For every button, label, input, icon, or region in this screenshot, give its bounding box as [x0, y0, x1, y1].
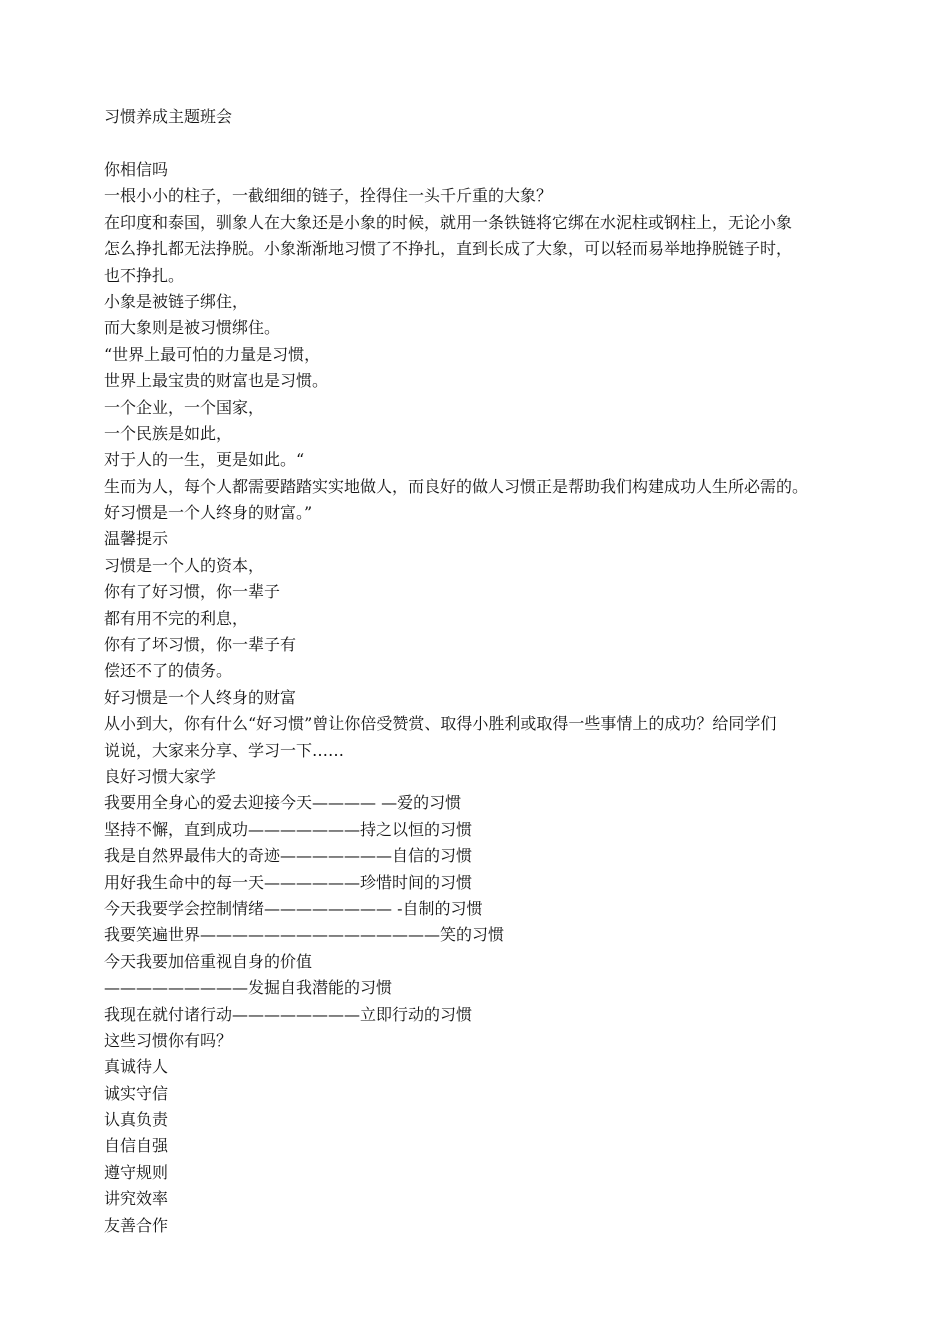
text-line: 讲究效率 — [104, 1189, 169, 1209]
text-line: 遵守规则 — [104, 1162, 169, 1182]
text-line: 世界上最宝贵的财富也是习惯。 — [104, 371, 329, 391]
text-line: 也不挣扎。 — [104, 265, 185, 285]
text-line: 我要笑遍世界———————————————笑的习惯 — [104, 925, 505, 945]
text-line: 你相信吗 — [104, 160, 169, 179]
text-line: 今天我要学会控制情绪———————— -自制的习惯 — [104, 898, 483, 918]
text-line: 用好我生命中的每一天——————珍惜时间的习惯 — [104, 872, 473, 892]
text-line: 我是自然界最伟大的奇迹———————自信的习惯 — [104, 846, 473, 866]
text-line: 一个企业，一个国家， — [104, 397, 265, 417]
text-line: 习惯是一个人的资本， — [104, 555, 265, 575]
document-body — [104, 157, 849, 1239]
text-line: 在印度和泰国，驯象人在大象还是小象的时候，就用一条铁链将它绑在水泥柱或钢柱上，无论小象 — [104, 212, 793, 232]
text-line: 友善合作 — [104, 1215, 169, 1235]
text-line: 我现在就付诸行动————————立即行动的习惯 — [104, 1004, 473, 1024]
text-line: 一根小小的柱子，一截细细的链子，拴得住一头千斤重的大象？ — [104, 186, 553, 206]
text-line: 诚实守信 — [104, 1083, 169, 1103]
text-line: 从小到大，你有什么“好习惯”曾让你倍受赞赏、取得小胜利或取得一些事情上的成功？给同学们 — [104, 714, 777, 734]
text-line: 温馨提示 — [104, 529, 169, 549]
text-line: 好习惯是一个人终身的财富 — [104, 687, 297, 707]
text-line: 都有用不完的利息， — [104, 608, 249, 628]
text-line: 你有了好习惯，你一辈子 — [104, 582, 281, 602]
text-line: 今天我要加倍重视自身的价值 — [104, 951, 313, 971]
text-line: —————————发掘自我潜能的习惯 — [104, 978, 393, 998]
text-line: 偿还不了的债务。 — [104, 661, 233, 681]
text-line: 对于人的一生，更是如此。“ — [104, 450, 305, 470]
text-line: 怎么挣扎都无法挣脱。小象渐渐地习惯了不挣扎，直到长成了大象，可以轻而易举地挣脱链子时， — [104, 239, 793, 259]
text-line: 好习惯是一个人终身的财富。” — [104, 503, 313, 523]
text-line: 你有了坏习惯，你一辈子有 — [104, 635, 297, 655]
text-line: 认真负责 — [104, 1110, 169, 1130]
text-line: 真诚待人 — [104, 1057, 169, 1077]
text-line: 小象是被链子绑住， — [104, 291, 249, 311]
text-line: “世界上最可怕的力量是习惯， — [104, 344, 321, 364]
text-line: 坚持不懈，直到成功———————持之以恒的习惯 — [104, 819, 473, 839]
text-line: 生而为人，每个人都需要踏踏实实地做人，而良好的做人习惯正是帮助我们构建成功人生所必需的。 — [104, 476, 809, 496]
text-line: 我要用全身心的爱去迎接今天———— —爱的习惯 — [104, 793, 462, 813]
text-line: 说说，大家来分享、学习一下…… — [104, 740, 345, 760]
text-line: 良好习惯大家学 — [104, 766, 217, 786]
text-line: 自信自强 — [104, 1136, 169, 1156]
text-line: 而大象则是被习惯绑住。 — [104, 318, 281, 338]
text-line: 这些习惯你有吗？ — [104, 1030, 233, 1050]
document-title: 习惯养成主题班会 — [104, 107, 233, 126]
text-line: 一个民族是如此， — [104, 423, 233, 443]
